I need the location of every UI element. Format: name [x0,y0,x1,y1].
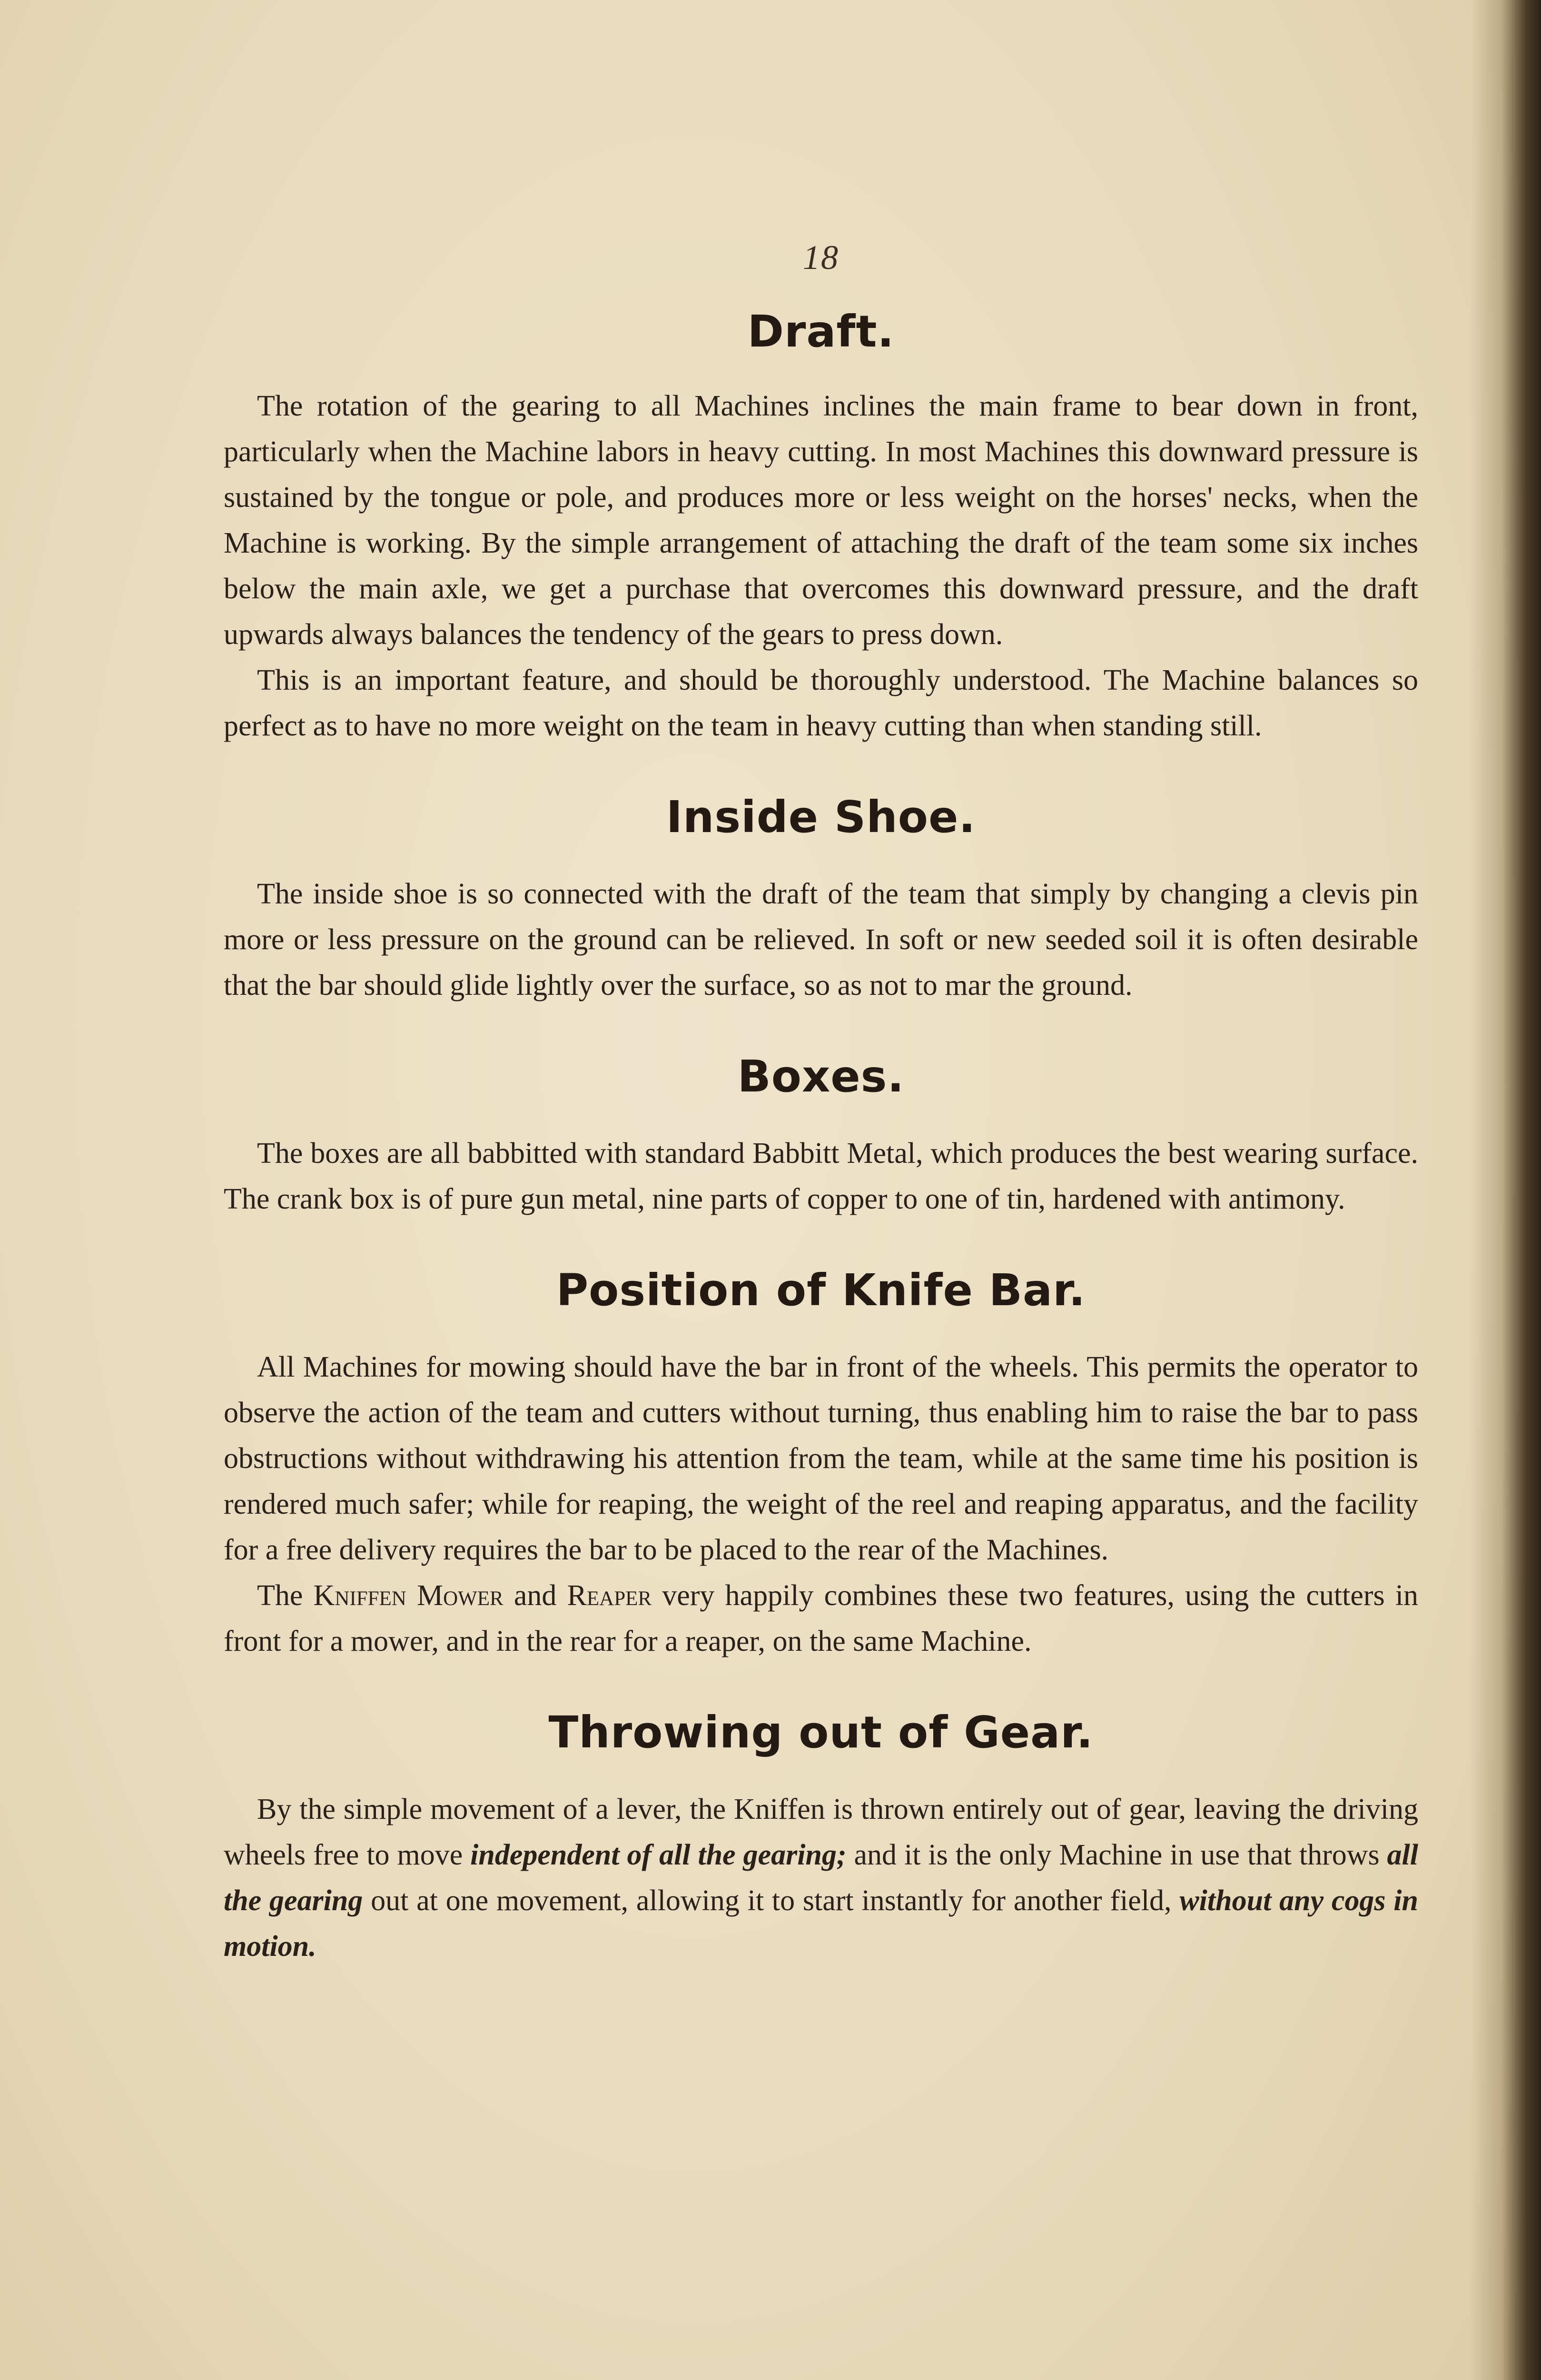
italic-span: independent of all the gearing; [470,1839,847,1871]
italic-span: without any cogs in motion. [224,1884,1418,1963]
paragraph-draft-2: This is an important feature, and should be thoroughly understood. The Machine balances so perfect as to have no more weight on the team in heavy cutting than when standing still. [224,664,1418,742]
text-span: and it is the only Machine in use that throws [846,1839,1387,1871]
paragraph-knife-bar-2 [224,1573,1418,1664]
text-span: The [257,1579,314,1612]
text-span: out at one movement, allowing it to start instantly for another field, [363,1884,1180,1917]
paragraph-throwing-out-of-gear [224,1786,1418,1969]
section-draft [224,306,1418,749]
paragraph-inside-shoe: The inside shoe is so connected with the draft of the team that simply by changing a clevis pin more or less pressure on the ground can be relieved. In soft or new seeded soil it is often desirable that the bar should glide lightly over the surface, so as not to mar the ground. [224,878,1418,1002]
heading-draft: Draft. [747,306,895,357]
italic-span: all the gearing [224,1839,1418,1917]
heading-knife-bar: Position of Knife Bar. [556,1265,1086,1316]
page-content [224,238,1418,2012]
text-span: very happily combines these two features, using the cutters in front for a mower, and in the rear for a reaper, on the same Machine. [224,1579,1419,1657]
section-knife-bar [224,1265,1418,1664]
section-boxes [224,1051,1418,1222]
heading-boxes: Boxes. [737,1051,905,1102]
heading-inside-shoe: Inside Shoe. [666,792,976,843]
small-caps-reaper: Reaper [567,1579,652,1612]
small-caps-kniffen-mower: Kniffen Mower [313,1579,504,1612]
page-number: 18 [803,238,839,277]
book-spine-shadow [1470,0,1541,2380]
paragraph-draft-1: The rotation of the gearing to all Machines inclines the main frame to bear down in front, particularly when the Machine labors in heavy cutting. In most Machines this downward pressure is sustained by the tongue or pole, and produces more or less weight on the horses' necks, when the Machine is working. By the simple arrangement of attaching the draft of the team some six inches below the main axle, we get a purchase that overcomes this downward pressure, and the draft upwards always balances the tendency of the gears to press down. [224,390,1418,651]
text-span: and [503,1579,567,1612]
paragraph-boxes: The boxes are all babbitted with standard Babbitt Metal, which produces the best wearing surface. The crank box is of pure gun metal, nine parts of copper to one of tin, hardened with antimony. [224,1137,1418,1215]
section-throwing-out-of-gear [224,1707,1418,1969]
section-inside-shoe [224,792,1418,1008]
text-span: By the simple movement of a lever, the Kniffen is thrown entirely out of gear, leaving the driving wheels free to move [224,1793,1418,1871]
paragraph-knife-bar-1: All Machines for mowing should have the bar in front of the wheels. This permits the operator to observe the action of the team and cutters without turning, thus enabling him to raise the bar to pass obstructions without withdrawing his attention from the team, while at the same time his position is rendered much safer; while for reaping, the weight of the reel and reaping apparatus, and the facility for a free delivery requires the bar to be placed to the rear of the Machines. [224,1351,1418,1566]
heading-throwing-out-of-gear: Throwing out of Gear. [548,1707,1094,1758]
